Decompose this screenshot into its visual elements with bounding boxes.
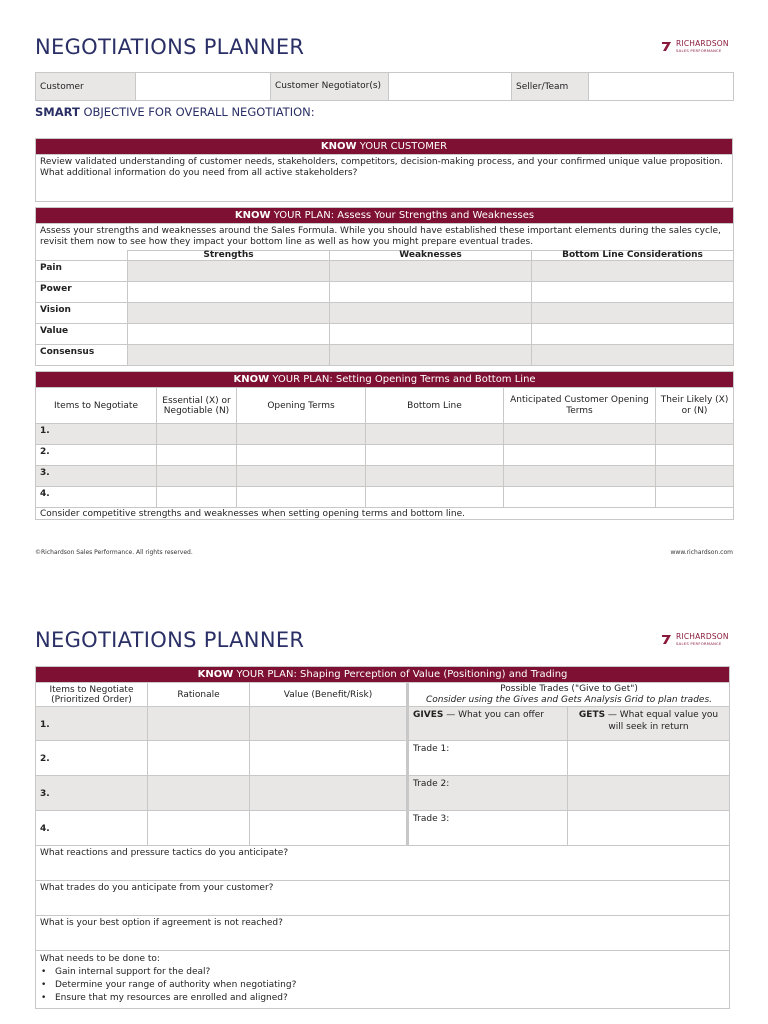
- logo-brand: RICHARDSON: [676, 39, 729, 48]
- cell[interactable]: [250, 776, 408, 811]
- col-essential: Essential (X) or Negotiable (N): [157, 388, 237, 424]
- cell[interactable]: [504, 424, 656, 445]
- cell[interactable]: [366, 466, 504, 487]
- cell[interactable]: [366, 487, 504, 508]
- shaping-table: [35, 666, 730, 1009]
- blank-cell: [36, 251, 128, 261]
- gets-header: GETS — What equal value you will seek in return: [568, 707, 730, 741]
- cell[interactable]: [656, 487, 734, 508]
- logo-tagline: SALES PERFORMANCE: [676, 641, 722, 646]
- question-trades[interactable]: What trades do you anticipate from your customer?: [36, 881, 730, 916]
- shaping-header: KNOW YOUR PLAN: Shaping Perception of Value (Positioning) and Trading: [36, 667, 730, 683]
- col-items: Items to Negotiate: [36, 388, 157, 424]
- cell[interactable]: [250, 741, 408, 776]
- negotiators-field[interactable]: [389, 73, 512, 101]
- opening-terms-table: [35, 371, 734, 520]
- cell[interactable]: [330, 324, 532, 345]
- cell[interactable]: [128, 324, 330, 345]
- richardson-logo-2: [662, 631, 730, 651]
- todo-title: What needs to be done to:: [40, 954, 160, 964]
- richardson-logo: [662, 38, 730, 58]
- shaping-row-3: 3.: [36, 776, 148, 811]
- col-weaknesses: Weaknesses: [330, 251, 532, 261]
- cell[interactable]: [330, 303, 532, 324]
- shaping-row-2: 2.: [36, 741, 148, 776]
- todo-box[interactable]: [36, 951, 730, 1009]
- cell[interactable]: [568, 776, 730, 811]
- cell[interactable]: [128, 261, 330, 282]
- cell[interactable]: [157, 424, 237, 445]
- cell[interactable]: [366, 445, 504, 466]
- cell[interactable]: [366, 424, 504, 445]
- cell[interactable]: [330, 261, 532, 282]
- todo-item: • Gain internal support for the deal?: [40, 966, 725, 979]
- row-pain: Pain: [36, 261, 128, 282]
- cell[interactable]: [128, 345, 330, 366]
- opening-terms-header: KNOW YOUR PLAN: Setting Opening Terms and Bottom Line: [36, 372, 734, 388]
- col-items-prioritized: Items to Negotiate (Prioritized Order): [36, 683, 148, 707]
- cell[interactable]: [148, 811, 250, 846]
- negotiators-label: Customer Negotiator(s): [271, 73, 389, 101]
- cell[interactable]: [532, 261, 734, 282]
- customer-label: Customer: [36, 73, 136, 101]
- opening-note: Consider competitive strengths and weaknesses when setting opening terms and bottom line.: [36, 508, 734, 520]
- cell[interactable]: [250, 811, 408, 846]
- col-likely: Their Likely (X) or (N): [656, 388, 734, 424]
- cell[interactable]: [250, 707, 408, 741]
- possible-trades-note: Consider using the Gives and Gets Analysis Grid to plan trades.: [426, 694, 712, 705]
- logo-tagline: SALES PERFORMANCE: [676, 48, 722, 53]
- row-4: 4.: [36, 487, 157, 508]
- cell[interactable]: [128, 303, 330, 324]
- cell[interactable]: [568, 741, 730, 776]
- todo-item: • Determine your range of authority when negotiating?: [40, 979, 725, 992]
- info-table: [35, 72, 734, 101]
- row-vision: Vision: [36, 303, 128, 324]
- strengths-header: KNOW YOUR PLAN: Assess Your Strengths and Weaknesses: [36, 208, 734, 224]
- know-customer-header: KNOW YOUR CUSTOMER: [36, 139, 733, 155]
- todo-item: • Ensure that my resources are enrolled and aligned?: [40, 992, 725, 1005]
- customer-field[interactable]: [136, 73, 271, 101]
- trade-2[interactable]: Trade 2:: [408, 776, 568, 811]
- logo-brand: RICHARDSON: [676, 632, 729, 641]
- seller-label: Seller/Team: [512, 73, 589, 101]
- cell[interactable]: [330, 282, 532, 303]
- cell[interactable]: [148, 776, 250, 811]
- seller-field[interactable]: [589, 73, 734, 101]
- row-power: Power: [36, 282, 128, 303]
- richardson-logo-icon: [662, 41, 672, 52]
- cell[interactable]: [157, 466, 237, 487]
- cell[interactable]: [128, 282, 330, 303]
- col-rationale: Rationale: [148, 683, 250, 707]
- row-value: Value: [36, 324, 128, 345]
- row-2: 2.: [36, 445, 157, 466]
- know-customer-table: [35, 138, 733, 202]
- cell[interactable]: [237, 424, 366, 445]
- cell[interactable]: [504, 487, 656, 508]
- strengths-prompt: Assess your strengths and weaknesses around the Sales Formula. While you should have established these important elements during the sales cycle, revisit them now to see how they impact your bottom line as well as how you might prepare eventual trades.: [36, 224, 734, 251]
- cell[interactable]: [568, 811, 730, 846]
- strengths-table: [35, 207, 734, 366]
- row-1: 1.: [36, 424, 157, 445]
- cell[interactable]: [656, 466, 734, 487]
- trade-1[interactable]: Trade 1:: [408, 741, 568, 776]
- copyright: ©Richardson Sales Performance. All rights reserved.: [35, 549, 193, 556]
- cell[interactable]: [157, 445, 237, 466]
- cell[interactable]: [504, 445, 656, 466]
- possible-trades-title: Possible Trades ("Give to Get"): [500, 683, 638, 694]
- cell[interactable]: [237, 445, 366, 466]
- question-best-option[interactable]: What is your best option if agreement is not reached?: [36, 916, 730, 951]
- page-title: NEGOTIATIONS PLANNER: [35, 35, 305, 59]
- cell[interactable]: [237, 466, 366, 487]
- cell[interactable]: [532, 345, 734, 366]
- trade-3[interactable]: Trade 3:: [408, 811, 568, 846]
- col-anticipated: Anticipated Customer Opening Terms: [504, 388, 656, 424]
- cell[interactable]: [656, 445, 734, 466]
- shaping-row-4: 4.: [36, 811, 148, 846]
- richardson-logo-icon: [662, 634, 672, 645]
- row-consensus: Consensus: [36, 345, 128, 366]
- cell[interactable]: [157, 487, 237, 508]
- cell[interactable]: [532, 282, 734, 303]
- question-reactions[interactable]: What reactions and pressure tactics do you anticipate?: [36, 846, 730, 881]
- col-strengths: Strengths: [128, 251, 330, 261]
- cell[interactable]: [504, 466, 656, 487]
- col-opening-terms: Opening Terms: [237, 388, 366, 424]
- col-possible-trades: [408, 683, 730, 707]
- cell[interactable]: [656, 424, 734, 445]
- col-value: Value (Benefit/Risk): [250, 683, 408, 707]
- row-3: 3.: [36, 466, 157, 487]
- cell[interactable]: [330, 345, 532, 366]
- cell[interactable]: [532, 324, 734, 345]
- gives-header: GIVES — What you can offer: [408, 707, 568, 741]
- col-bottom-line: Bottom Line Considerations: [532, 251, 734, 261]
- smart-objective-heading: SMART OBJECTIVE FOR OVERALL NEGOTIATION:: [35, 105, 315, 119]
- know-customer-prompt[interactable]: Review validated understanding of customer needs, stakeholders, competitors, decision-making process, and your confirmed unique value proposition. What additional information do you need from all active stakeholders?: [36, 155, 733, 202]
- cell[interactable]: [237, 487, 366, 508]
- page-title-2: NEGOTIATIONS PLANNER: [35, 628, 305, 652]
- cell[interactable]: [148, 707, 250, 741]
- website: www.richardson.com: [670, 549, 733, 556]
- cell[interactable]: [532, 303, 734, 324]
- shaping-row-1: 1.: [36, 707, 148, 741]
- col-bottom-line: Bottom Line: [366, 388, 504, 424]
- cell[interactable]: [148, 741, 250, 776]
- todo-list: [40, 966, 725, 1005]
